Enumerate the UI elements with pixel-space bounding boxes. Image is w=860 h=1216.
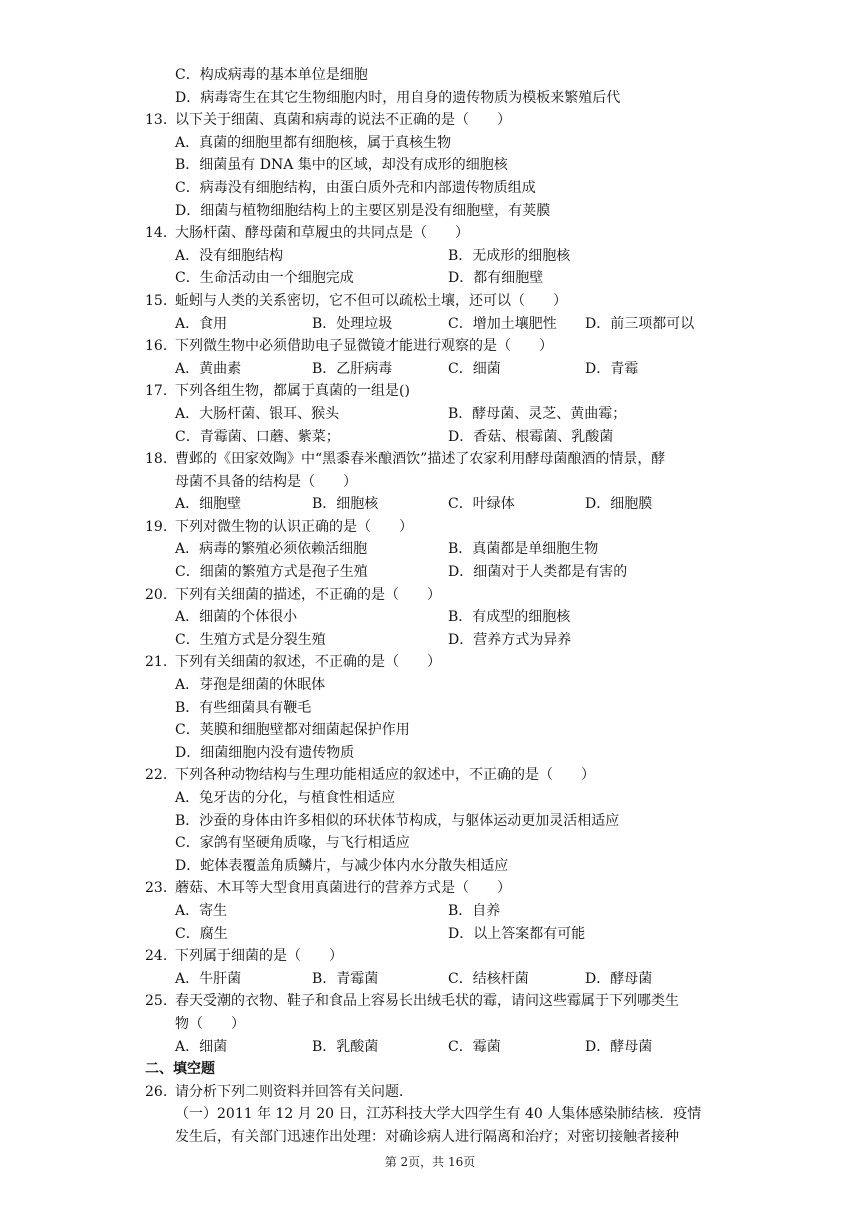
- option-b: B．无成形的细胞核: [448, 247, 571, 264]
- option-d: D．细胞膜: [585, 496, 653, 513]
- question-26: [145, 1081, 725, 1104]
- options-row: [145, 426, 725, 449]
- question-13: [145, 109, 725, 132]
- question-number: 26.: [145, 1083, 168, 1100]
- question-number: 24.: [145, 948, 168, 965]
- option-d: D．以上答案都有可能: [448, 925, 586, 942]
- option-d: D．细菌与植物细胞结构上的主要区别是没有细胞壁，有荚膜: [175, 202, 551, 219]
- option-d: D．细菌细胞内没有遗传物质: [175, 744, 355, 761]
- option-b: B．酵母菌、灵芝、黄曲霉；: [448, 405, 627, 422]
- option-c: C．家鸽有坚硬角质喙，与飞行相适应: [175, 835, 410, 852]
- question-24: [145, 945, 725, 968]
- question-stem: 蘑菇、木耳等大型食用真菌进行的营养方式是（ ）: [175, 880, 511, 897]
- question-21: [145, 651, 725, 674]
- option-c: C．细菌的繁殖方式是孢子生殖: [175, 564, 368, 581]
- page-content: [145, 64, 725, 1149]
- option-a: A．牛肝菌: [175, 970, 242, 987]
- question-stem: 下列各组生物，都属于真菌的一组是(): [175, 383, 410, 400]
- question-number: 20.: [145, 586, 168, 603]
- question-number: 13.: [145, 112, 168, 129]
- question-number: 21.: [145, 654, 168, 671]
- option-a: A．寄生: [175, 902, 228, 919]
- option-a: A．芽孢是细菌的休眠体: [175, 677, 326, 694]
- option-d: D．病毒寄生在其它生物细胞内时，用自身的遗传物质为模板来繁殖后代: [175, 89, 621, 106]
- option-c: C．生命活动由一个细胞完成: [175, 270, 354, 287]
- option-a: A．病毒的繁殖必须依赖活细胞: [175, 541, 368, 558]
- option-c: C．霉菌: [448, 1038, 501, 1055]
- option-b: B．处理垃圾: [312, 315, 393, 332]
- question-stem: 春天受潮的衣物、鞋子和食品上容易长出绒毛状的霉，请问这些霉属于下列哪类生: [175, 993, 679, 1010]
- question-number: 23.: [145, 880, 168, 897]
- option-c: C．病毒没有细胞结构，由蛋白质外壳和内部遗传物质组成: [175, 179, 536, 196]
- option-c: C．青霉菌、口蘑、紫菜；: [175, 428, 340, 445]
- options-row: [145, 358, 725, 381]
- question-stem-continued: 物（ ）: [175, 1015, 245, 1032]
- option-a: A．食用: [175, 315, 228, 332]
- question-16: [145, 335, 725, 358]
- option-b: B．有成型的细胞核: [448, 609, 571, 626]
- options-row: [145, 561, 725, 584]
- question-20: [145, 584, 725, 607]
- options-row: [145, 538, 725, 561]
- question-17: [145, 380, 725, 403]
- option-b: B．细胞核: [312, 496, 379, 513]
- option-d: D．都有细胞壁: [448, 270, 544, 287]
- option-c: C．腐生: [175, 925, 228, 942]
- options-row: [145, 968, 725, 991]
- passage-line: （一）2011 年 12 月 20 日，江苏科技大学大四学生有 40 人集体感染肺结核．疫情: [175, 1106, 702, 1123]
- question-14: [145, 222, 725, 245]
- option-a: A．兔牙齿的分化，与植食性相适应: [175, 790, 396, 806]
- question-22: [145, 764, 725, 787]
- options-row: [145, 493, 725, 516]
- options-row: [145, 629, 725, 652]
- question-number: 22.: [145, 767, 168, 784]
- options-row: [145, 606, 725, 629]
- option-d: D．细菌对于人类都是有害的: [448, 564, 628, 581]
- option-a: A．细菌的个体很小: [175, 609, 298, 626]
- question-number: 15.: [145, 292, 168, 309]
- question-number: 18.: [145, 451, 168, 468]
- option-c: C．结核杆菌: [448, 970, 529, 987]
- question-15: [145, 290, 725, 313]
- option-b: B．真菌都是单细胞生物: [448, 541, 599, 558]
- options-row: [145, 1036, 725, 1059]
- option-b: B．沙蚕的身体由许多相似的环状体节构成，与躯体运动更加灵活相适应: [175, 812, 620, 829]
- option-a: A．细菌: [175, 1038, 228, 1055]
- option-d: D．酵母菌: [585, 1038, 653, 1055]
- question-stem: 曹邺的《田家效陶》中“黑黍春米酿酒饮”描述了农家利用酵母菌酿酒的情景，酵: [175, 451, 666, 468]
- question-18: [145, 448, 725, 471]
- question-stem: 请分析下列二则资料并回答有关问题．: [175, 1083, 413, 1100]
- question-stem: 下列微生物中必须借助电子显微镜才能进行观察的是（ ）: [175, 338, 553, 355]
- option-a: A．大肠杆菌、银耳、猴头: [175, 405, 340, 422]
- option-b: B．乳酸菌: [312, 1038, 379, 1055]
- options-row: [145, 923, 725, 946]
- question-stem: 大肠杆菌、酵母菌和草履虫的共同点是（ ）: [175, 225, 469, 242]
- options-row: [145, 403, 725, 426]
- option-a: A．黄曲素: [175, 360, 242, 377]
- option-a: A．细胞壁: [175, 496, 242, 513]
- question-number: 16.: [145, 338, 168, 355]
- question-stem: 以下关于细菌、真菌和病毒的说法不正确的是（ ）: [175, 112, 511, 129]
- option-b: B．乙肝病毒: [312, 360, 393, 377]
- page-footer: 第 2页，共 16页: [384, 1155, 476, 1169]
- option-d: D．酵母菌: [585, 970, 653, 987]
- question-stem-continued: 母菌不具备的结构是（ ）: [175, 473, 357, 490]
- option-b: B．细菌虽有 DNA 集中的区域，却没有成形的细胞核: [175, 157, 508, 174]
- question-stem: 下列有关细菌的叙述，不正确的是（ ）: [175, 654, 441, 671]
- option-c: C．荚膜和细胞壁都对细菌起保护作用: [175, 722, 410, 739]
- option-c: C．细菌: [448, 360, 501, 377]
- option-b: B．有些细菌具有鞭毛: [175, 699, 312, 716]
- option-a: A．真菌的细胞里都有细胞核，属于真核生物: [175, 134, 452, 151]
- option-d: D．前三项都可以: [585, 315, 695, 332]
- question-23: [145, 877, 725, 900]
- question-stem: 下列对微生物的认识正确的是（ ）: [175, 518, 413, 535]
- question-stem: 蚯蚓与人类的关系密切，它不但可以疏松土壤，还可以（ ）: [175, 292, 567, 309]
- option-d: D．青霉: [585, 360, 639, 377]
- option-d: D．香菇、根霉菌、乳酸菌: [448, 428, 614, 445]
- options-row: [145, 267, 725, 290]
- question-number: 14.: [145, 225, 168, 242]
- option-b: B．青霉菌: [312, 970, 379, 987]
- option-b: B．自养: [448, 902, 501, 919]
- option-c: C．增加土壤肥性: [448, 315, 557, 332]
- option-c: C．构成病毒的基本单位是细胞: [175, 67, 368, 83]
- options-row: [145, 900, 725, 923]
- question-stem: 下列有关细菌的描述，不正确的是（ ）: [175, 586, 441, 603]
- option-d: D．营养方式为异养: [448, 631, 572, 648]
- passage-line: 发生后，有关部门迅速作出处理：对确诊病人进行隔离和治疗；对密切接触者接种: [175, 1128, 679, 1145]
- question-25: [145, 990, 725, 1013]
- options-row: [145, 313, 725, 336]
- question-number: 19.: [145, 518, 168, 535]
- section-heading: 二、填空题: [145, 1061, 215, 1078]
- question-stem: 下列各种动物结构与生理功能相适应的叙述中，不正确的是（ ）: [175, 767, 595, 784]
- options-row: [145, 245, 725, 268]
- option-a: A．没有细胞结构: [175, 247, 284, 264]
- option-d: D．蛇体表覆盖角质鳞片，与减少体内水分散失相适应: [175, 857, 509, 874]
- option-c: C．叶绿体: [448, 496, 515, 513]
- question-stem: 下列属于细菌的是（ ）: [175, 948, 343, 965]
- question-number: 17.: [145, 383, 168, 400]
- question-19: [145, 516, 725, 539]
- question-number: 25.: [145, 993, 168, 1010]
- option-c: C．生殖方式是分裂生殖: [175, 631, 326, 648]
